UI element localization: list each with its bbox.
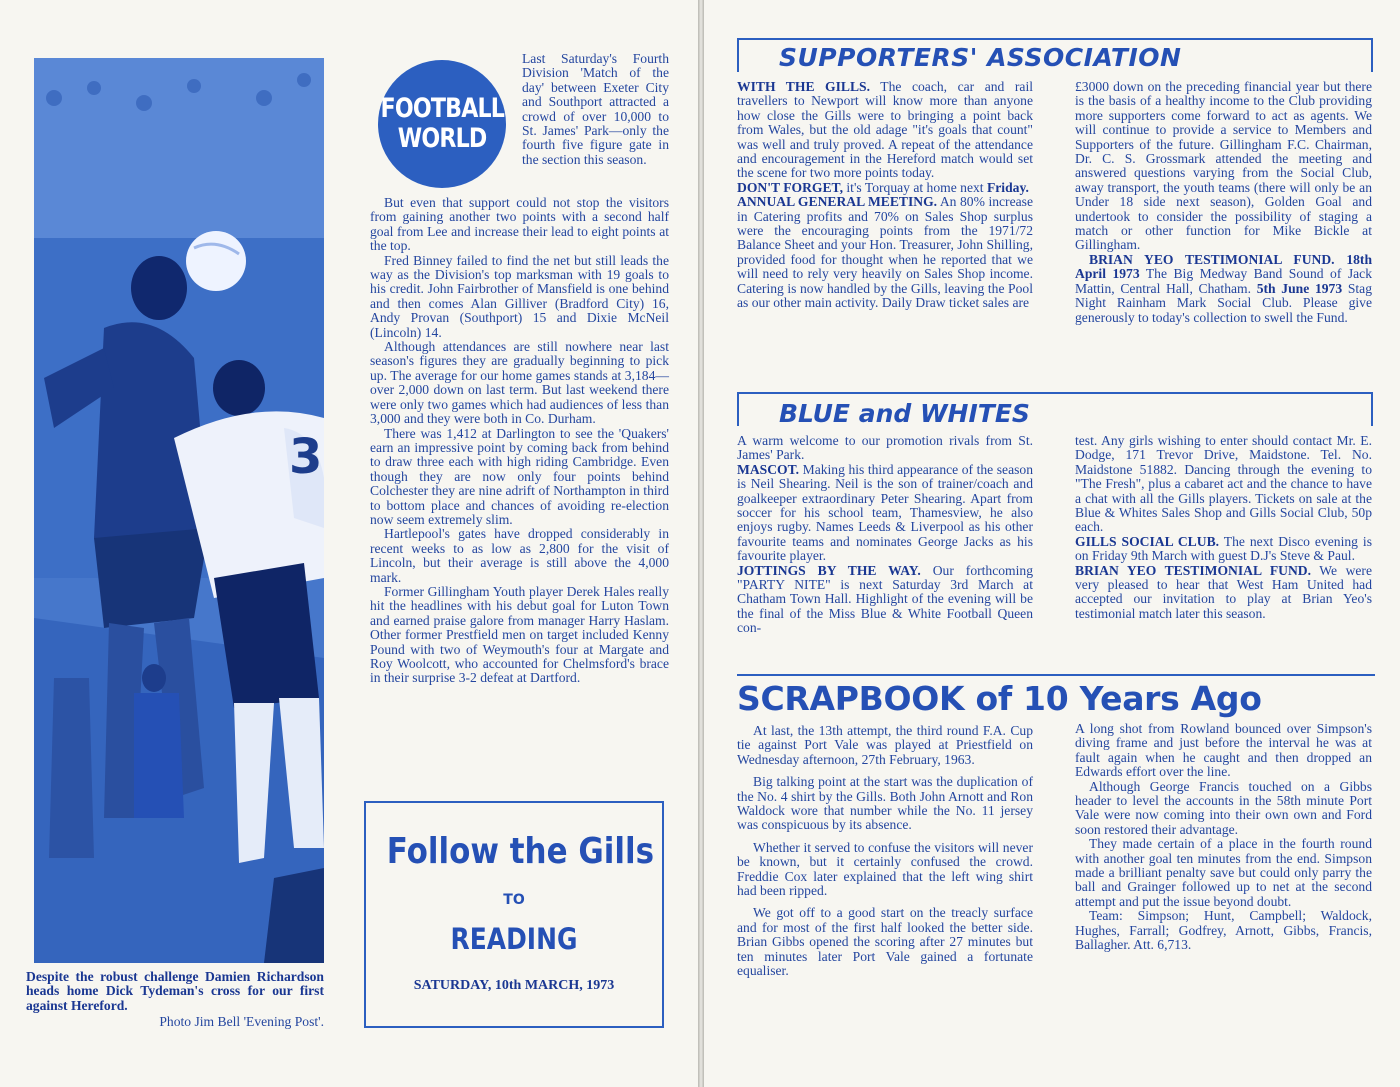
supporters-column-2 xyxy=(1075,80,1372,325)
scrapbook-paragraph: Big talking point at the start was the duplication of the No. 4 shirt by the Gills. Both John Arnott and Ron Waldock wore that number while the No. 11 jersey was conspicuous by its absence. xyxy=(737,774,1033,833)
follow-the-gills-box xyxy=(364,801,664,1028)
item-text: test. Any girls wishing to enter should contact Mr. E. Dodge, 171 Trevor Drive, Maidstone. Tel. No. Maidstone 51882. Dancing through the evening to "The Fresh", plus a cabaret act and the chance to have a chat with all the Gills players. Tickets on sale at the Blue & Whites Sales Shop and Gills Social Club, 50p each. xyxy=(1075,433,1372,535)
blue-whites-column-1 xyxy=(737,434,1033,636)
supporters-column-1 xyxy=(737,80,1033,311)
item-lead: BRIAN YEO TESTIMONIAL FUND. xyxy=(1075,562,1311,578)
follow-destination: READING xyxy=(450,922,578,956)
item-text: Making his third appearance of the season is Neil Shearing. Neil is the son of trainer/coach and goalkeeper extraordinary Peter Shearing. Apart from soccer for his school team, Thamesview, he also enjoys rugby. Names Leeds & Liverpool as his other favourite teams and nominates George Jacks as his favourite player. xyxy=(737,461,1033,564)
logo-line-1: FOOTBALL xyxy=(380,93,504,124)
item-lead: ANNUAL GENERAL MEETING. xyxy=(737,194,938,210)
scrapbook-paragraph: They made certain of a place in the fourth round with another goal ten minutes from the end. Simpson made a brilliant penalty save but could only parry the ball and Grainger followed up to net at the second attempt and put the issue beyond doubt. xyxy=(1075,836,1372,909)
follow-to: TO xyxy=(503,892,525,908)
item-lead: GILLS SOCIAL CLUB. xyxy=(1075,533,1220,549)
item-text: £3000 down on the preceding financial year but there is the basis of a healthy income to the Club providing more supporters come forward to act as agents. We will continue to provide a service to Members and Supporters of the future. Gillingham F.C. Chairman, Dr. C. S. Grossmark attended the meeting and answered questions varying from the Social Club, away transport, the youth teams (there will only be an Under 18 side next season), Golden Goal and undertook to consider the possibility of staging a match or other function for Mike Bickle at Gillingham. xyxy=(1075,79,1372,253)
supporters-item xyxy=(737,181,1033,195)
supporters-heading: SUPPORTERS' ASSOCIATION xyxy=(779,43,1182,72)
article-paragraph: Hartlepool's gates have dropped considerably in recent weeks to as low as 2,800 for the visit of Lincoln, but their average is still above the 4,000 mark. xyxy=(370,526,669,585)
photo-credit: Photo Jim Bell 'Evening Post'. xyxy=(159,1014,324,1029)
article-paragraph: Former Gillingham Youth player Derek Hales really hit the headlines with his debut goal for Luton Town and earned praise galore from manager Harry Haslam. Other former Prestfield men on target included Kenny Pound with two of Weymouth's four at Margate and Roy Woolcott, who accounted for Chelmsford's brace in their surprise 3-2 defeat at Dartford. xyxy=(370,583,669,686)
article-paragraph: Fred Binney failed to find the net but still leads the way as the Division's top marksman with 19 goals to his credit. John Fairbrother of Mansfield is one behind and then comes Alan Gilliver (Bradford City) 16, Andy Provan (Southport) 15 and Dixie McNeil (Lincoln) 14. xyxy=(370,252,669,340)
scrapbook-column-2 xyxy=(1075,722,1372,953)
scrapbook-paragraph: A long shot from Rowland bounced over Simpson's diving frame and just before the interval he was at fault again when he caught and then dropped an Edwards effort over the line. xyxy=(1075,721,1372,780)
article-paragraph: Although attendances are still nowhere near last season's figures they are gradually beginning to pick up. The average for our home games stands at 3,184—over 2,000 down on last term. But last weekend there were only two games which had audiences of less than 3,000 and they were both in Co. Durham. xyxy=(370,339,669,427)
item-tail: Friday. xyxy=(986,179,1029,195)
blue-whites-heading-box xyxy=(737,392,1373,426)
right-page xyxy=(704,0,1400,1087)
football-world-article xyxy=(370,196,669,686)
follow-title: Follow the Gills xyxy=(386,831,655,872)
item-lead: JOTTINGS BY THE WAY. xyxy=(737,562,921,578)
football-action-image xyxy=(34,58,324,963)
match-photo xyxy=(34,58,324,963)
scrapbook-heading: SCRAPBOOK of 10 Years Ago xyxy=(737,679,1262,718)
item-text: The Big Medway Band Sound of Jack Mattin, Central Hall, Chatham. xyxy=(1075,266,1372,296)
item-lead: BRIAN YEO TESTIMONIAL FUND. 18th April 1973 xyxy=(1075,251,1372,282)
blue-whites-item xyxy=(1075,564,1372,622)
item-text: Our forthcoming "PARTY NITE" is next Saturday 3rd March at Chatham Town Hall. Highlight of the evening will be the final of the Miss Blue & White Football Queen con- xyxy=(737,562,1033,636)
scrapbook-paragraph: We got off to a good start on the treacly surface and for most of the first half looked the better side. Brian Gibbs opened the scoring after 27 minutes but ten minutes later Port Vale gained a fortunate equaliser. xyxy=(737,905,1033,979)
article-paragraph: There was 1,412 at Darlington to see the 'Quakers' earn an impressive point by coming back from behind to draw three each with high riding Cambridge. Even though they are now only four points behind Colchester they are nine adrift of Northampton in third to bottom place and chances of avoiding re-election now seem extremely slim. xyxy=(370,425,669,527)
blue-whites-heading: BLUE and WHITES xyxy=(779,399,1030,428)
left-page xyxy=(0,0,698,1087)
follow-date: SATURDAY, 10th MARCH, 1973 xyxy=(413,978,615,993)
scrapbook-paragraph: Team: Simpson; Hunt, Campbell; Waldock, Hughes, Farrall; Godfrey, Arnott, Gibbs, Francis, Ballagher. Att. 6,713. xyxy=(1075,908,1372,953)
scrapbook-column-1 xyxy=(737,724,1033,987)
scrapbook-paragraph: At last, the 13th attempt, the third round F.A. Cup tie against Port Vale was played at Priestfield on Wednesday afternoon, 27th February, 1963. xyxy=(737,723,1033,767)
football-world-intro: Last Saturday's Fourth Division 'Match of the day' between Exeter City and Southport attracted a crowd of over 10,000 to St. James' Park—only the fourth five figure gate in the section this season. xyxy=(522,51,669,167)
item-text: The next Disco evening is on Friday 9th March with guest D.J's Steve & Paul. xyxy=(1075,533,1372,564)
supporters-heading-box xyxy=(737,38,1373,72)
item-text: A warm welcome to our promotion rivals from St. James' Park. xyxy=(737,433,1033,463)
section-rule xyxy=(737,674,1375,676)
item-text: it's Torquay at home next xyxy=(843,179,987,195)
photo-caption: Despite the robust challenge Damien Richardson heads home Dick Tydeman's cross for our first against Hereford. xyxy=(26,969,324,1013)
item-lead: DON'T FORGET, xyxy=(737,179,843,195)
item-text: The coach, car and rail travellers to Newport will know more than anyone how close the Gills were to bringing a point back from Wales, but the old adage "it's goals that count" was well and truly proved. A repeat of the attendance and encouragement in the Hereford match would set the scene for two more points today. xyxy=(737,79,1033,181)
item-lead: WITH THE GILLS. xyxy=(737,79,871,94)
blue-whites-column-2 xyxy=(1075,434,1372,621)
scrapbook-paragraph: Whether it served to confuse the visitors will never be known, but it certainly confused the crowd. Freddie Cox later explained that the left wing shirt had been ripped. xyxy=(737,839,1033,899)
item-lead: MASCOT. xyxy=(737,461,800,477)
article-paragraph: But even that support could not stop the visitors from gaining another two points with a second half goal from Lee and increase their lead to eight points at the top. xyxy=(370,195,669,254)
blue-whites-item xyxy=(1075,535,1372,564)
blue-whites-item xyxy=(1075,434,1372,535)
item-text: An 80% increase in Catering profits and 70% on Sales Shop surplus were the encouraging points from the 1971/72 Balance Sheet and your Hon. Treasurer, John Shilling, provided food for thought when he reported that we will need to rely very heavily on Sales Shop income. Catering is now handled by the Gills, leaving the Pool as our other main activity. Daily Draw ticket sales are xyxy=(737,194,1033,311)
football-world-logo xyxy=(378,60,506,188)
logo-line-2: WORLD xyxy=(397,123,487,154)
supporters-item xyxy=(737,195,1033,310)
supporters-item xyxy=(737,80,1033,181)
blue-whites-item xyxy=(737,564,1033,636)
blue-whites-item xyxy=(737,463,1033,564)
blue-whites-item xyxy=(737,434,1033,463)
shirt-number: 3 xyxy=(289,429,323,485)
supporters-item xyxy=(1075,80,1372,253)
item-tail-text: Stag Night Rainham Mark Social Club. Please give generously to today's collection to swell the Fund. xyxy=(1075,280,1373,325)
supporters-item xyxy=(1075,253,1372,325)
item-text: We were very pleased to hear that West Ham United had accepted our invitation to play at Brian Yeo's testimonial match later this season. xyxy=(1075,562,1372,621)
scrapbook-paragraph: Although George Francis touched on a Gibbs header to level the accounts in the 58th minute Port Vale were now coming into their own own and Ford soon restored their advantage. xyxy=(1075,778,1372,837)
item-tail: 5th June 1973 xyxy=(1256,280,1343,296)
